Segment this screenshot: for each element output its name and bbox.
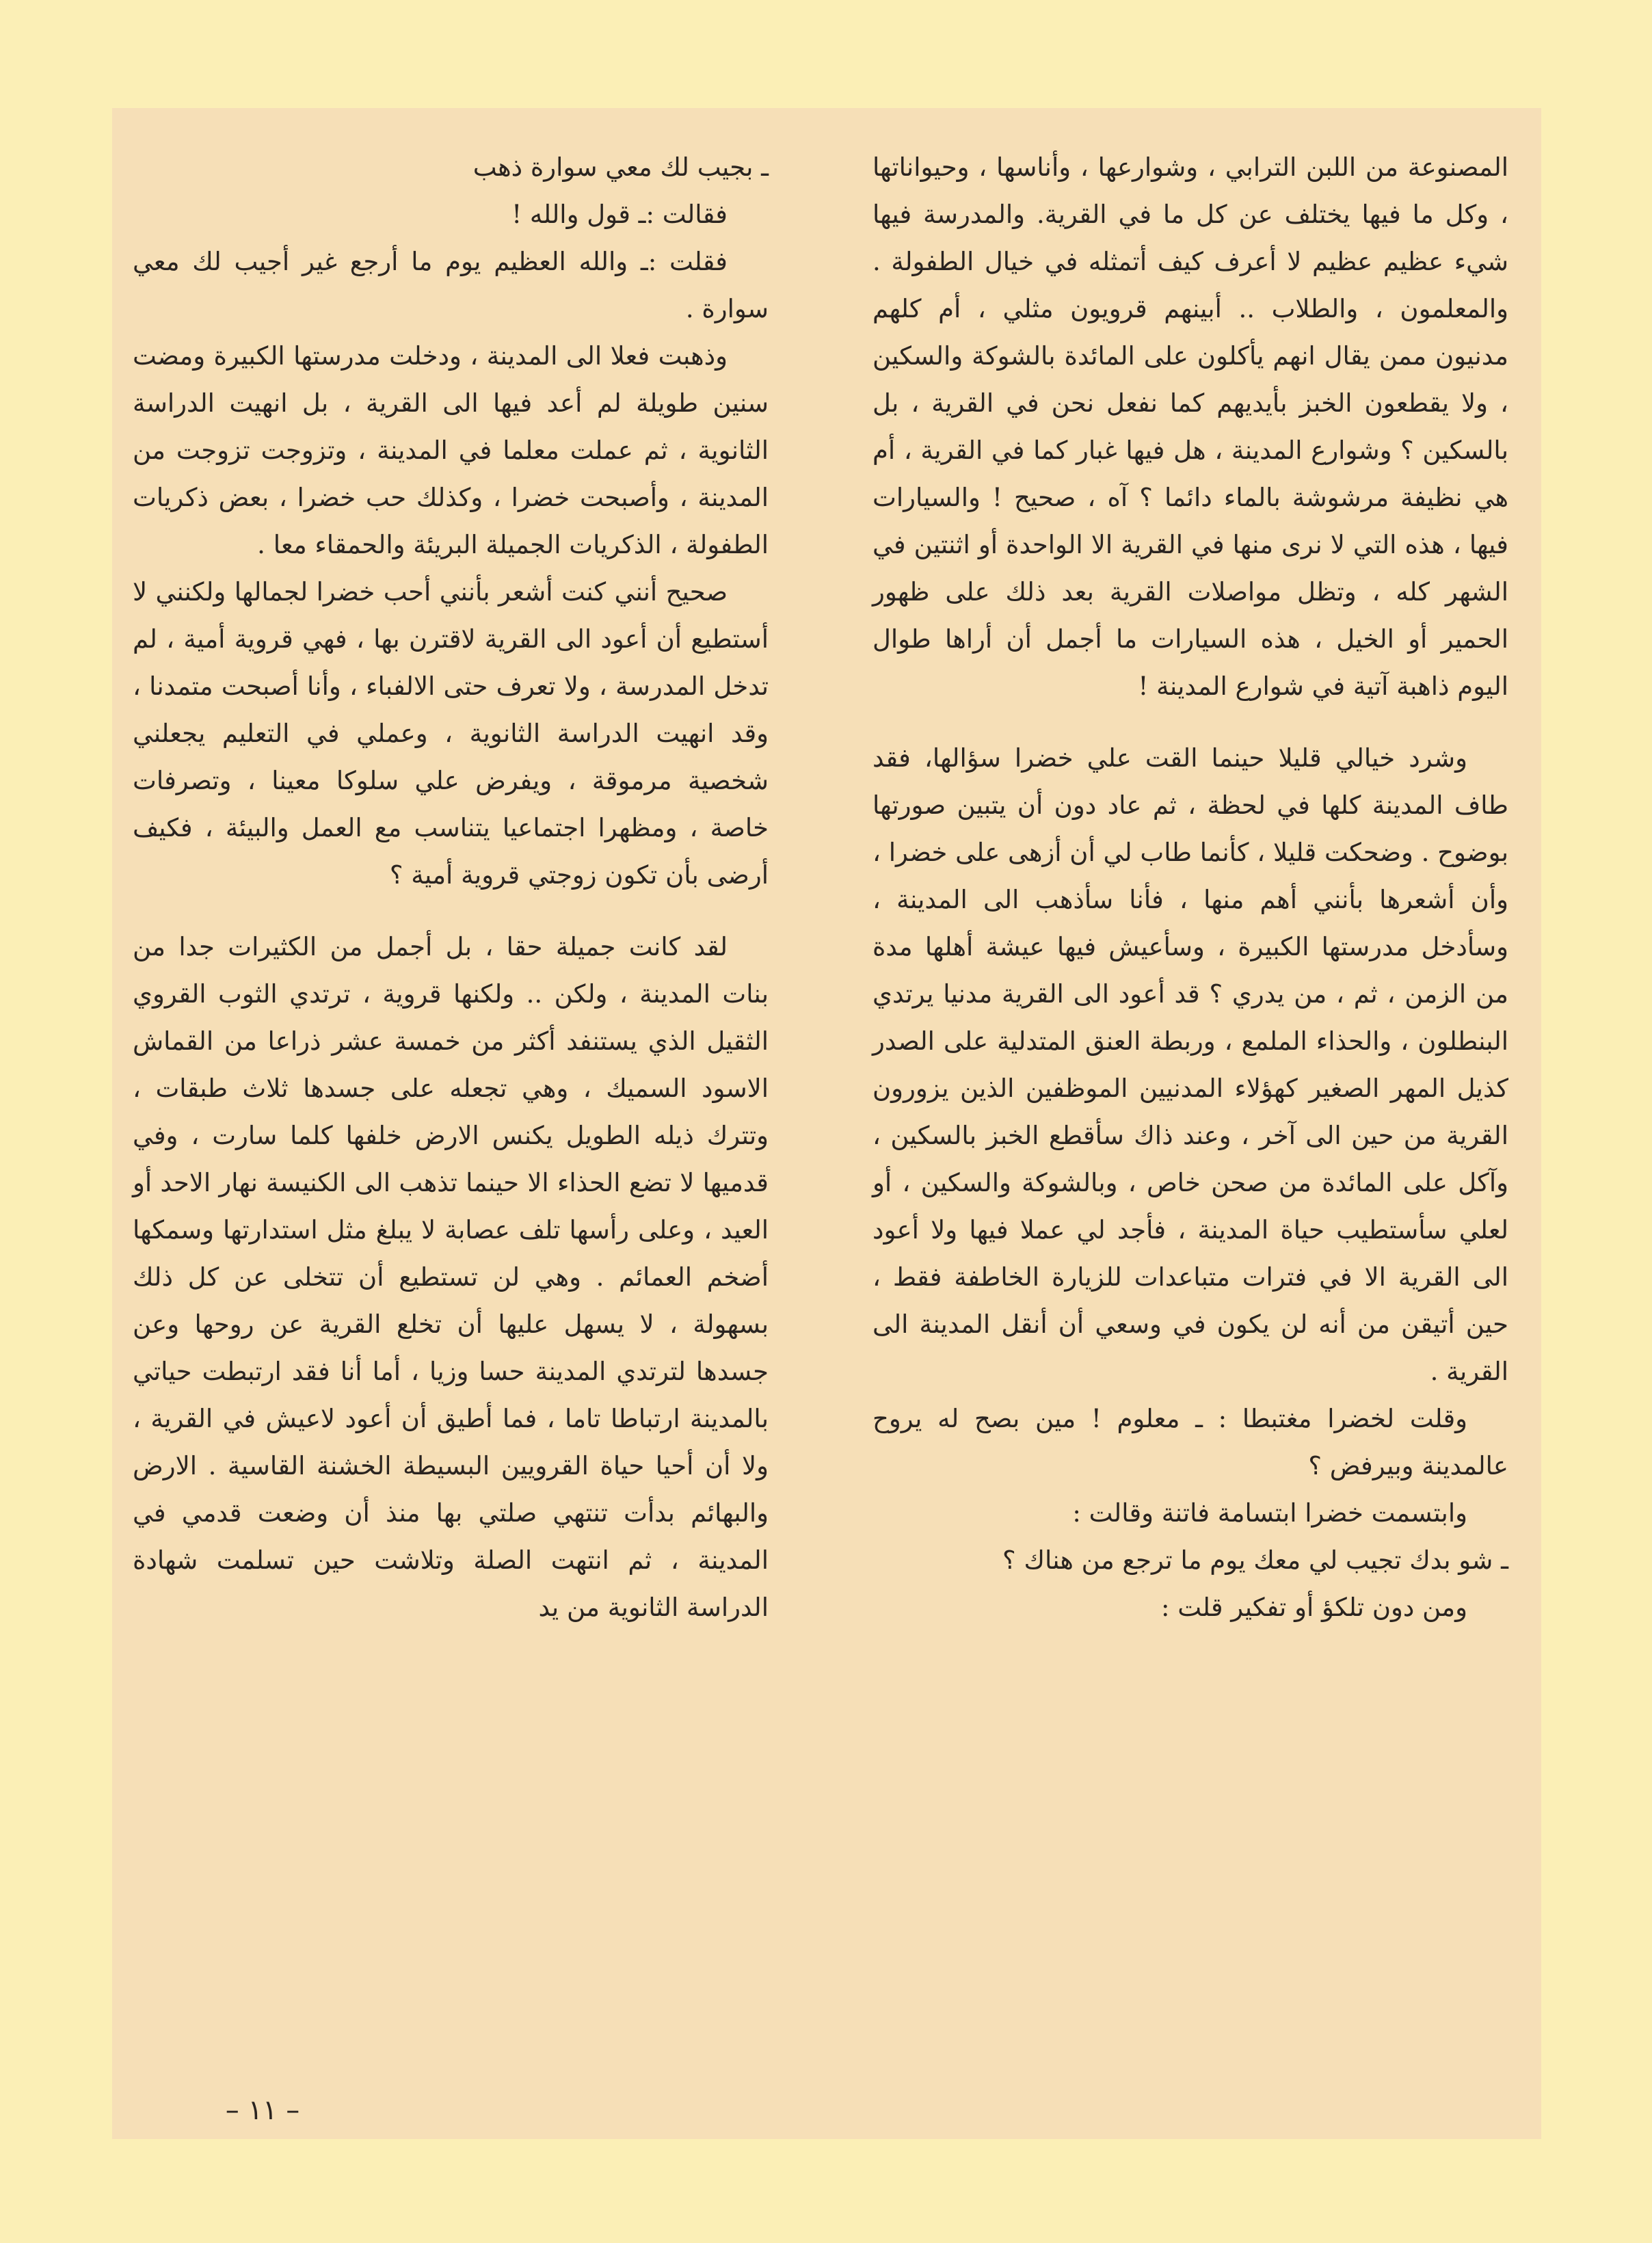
paragraph: وقلت لخضرا مغتبطا : ـ معلوم ! مين بصح له يروح عالمدينة وبيرفض ؟ xyxy=(872,1404,1508,1481)
paragraph: وشرد خيالي قليلا حينما القت علي خضرا سؤالها، فقد طاف المدينة كلها في لحظة ، ثم عاد دون أن يتبين صورتها بوضوح . وضحكت قليلا ، كأنما طاب لي أن أزهى على خضرا ، وأن أشعرها بأنني أهم منها ، فأنا سأذهب الى المدينة ، وسأدخل مدرستها الكبيرة ، وسأعيش فيها عيشة أهلها مدة من الزمن ، ثم ، من يدري ؟ قد أعود الى القرية مدنيا يرتدي البنطلون ، والحذاء الملمع ، وربطة العنق المتدلية على الصدر كذيل المهر الصغير كهؤلاء المدنيين الموظفين الذين يزورون القرية من حين الى آخر ، وعند ذاك سأقطع الخبز بالسكين ، وآكل على المائدة من صحن خاص ، وبالشوكة والسكين ، أو لعلي سأستطيب حياة المدينة ، فأجد لي عملا فيها ولا أعود الى القرية الا في فترات متباعدات للزيارة الخاطفة فقط ، حين أتيقن من أنه لن يكون في وسعي أن أنقل المدينة الى القرية . xyxy=(872,743,1508,1386)
paragraph: لقد كانت جميلة حقا ، بل أجمل من الكثيرات جدا من بنات المدينة ، ولكن .. ولكنها قروية ، ترتدي الثوب القروي الثقيل الذي يستنفد أكثر من خمسة عشر ذراعا من القماش الاسود السميك ، وهي تجعله على جسدها ثلاث طبقات ، وتترك ذيله الطويل يكنس الارض خلفها كلما سارت ، وفي قدميها لا تضع الحذاء الا حينما تذهب الى الكنيسة نهار الاحد أو العيد ، وعلى رأسها تلف عصابة لا يبلغ مثل استدارتها وسمكها أضخم العمائم . وهي لن تستطيع أن تتخلى عن كل ذلك بسهولة ، لا يسهل عليها أن تخلع القرية عن روحها وعن جسدها لترتدي المدينة حسا وزيا ، أما أنا فقد ارتبطت حياتي بالمدينة ارتباطا تاما ، فما أطيق أن أعود لاعيش في القرية ، ولا أن أحيا حياة القرويين البسيطة الخشنة القاسية . الارض والبهائم بدأت تنتهي صلتي بها منذ أن وضعت قدمي في المدينة ، ثم انتهت الصلة وتلاشت حين تسلمت شهادة الدراسة الثانوية من يد xyxy=(133,932,769,1622)
page-number: – ١١ – xyxy=(225,2095,300,2126)
paragraph: المصنوعة من اللبن الترابي ، وشوارعها ، وأناسها ، وحيواناتها ، وكل ما فيها يختلف عن كل ما في القرية. والمدرسة فيها شيء عظيم عظيم لا أعرف كيف أتمثله في خيال الطفولة . والمعلمون ، والطلاب .. أبينهم قرويون مثلي ، أم كلهم مدنيون ممن يقال انهم يأكلون على المائدة بالشوكة والسكين ، ولا يقطعون الخبز بأيديهم كما نفعل نحن في القرية ، بل بالسكين ؟ وشوارع المدينة ، هل فيها غبار كما في القرية ، أم هي نظيفة مرشوشة بالماء دائما ؟ آه ، صحيح ! والسيارات فيها ، هذه التي لا نرى منها في القرية الا الواحدة أو اثنتين في الشهر كله ، وتظل مواصلات القرية بعد ذلك على ظهور الحمير أو الخيل ، هذه السيارات ما أجمل أن أراها طوال اليوم ذاهبة آتية في شوارع المدينة ! xyxy=(872,152,1508,701)
paragraph: وابتسمت خضرا ابتسامة فاتنة وقالت : xyxy=(1072,1498,1467,1528)
paragraph: ـ بجيب لك معي سوارة ذهب xyxy=(472,152,769,182)
paragraph: وذهبت فعلا الى المدينة ، ودخلت مدرستها الكبيرة ومضت سنين طويلة لم أعد فيها الى القرية ، بل انهيت الدراسة الثانوية ، ثم عملت معلما في المدينة ، وتزوجت تزوجت من المدينة ، وأصبحت خضرا ، وكذلك حب خضرا ، بعض ذكريات الطفولة ، الذكريات الجميلة البريئة والحمقاء معا . xyxy=(133,341,769,559)
paragraph: ومن دون تلكؤ أو تفكير قلت : xyxy=(1161,1593,1467,1622)
paragraph: ـ شو بدك تجيب لي معك يوم ما ترجع من هناك ؟ xyxy=(1002,1545,1508,1575)
left-text-column xyxy=(133,144,769,1631)
right-text-column xyxy=(872,144,1508,1631)
paragraph: فقلت :ـ والله العظيم يوم ما أرجع غير أجيب لك معي سوارة . xyxy=(133,247,769,323)
paragraph: فقالت :ـ قول والله ! xyxy=(511,200,728,229)
paragraph: صحيح أنني كنت أشعر بأنني أحب خضرا لجمالها ولكنني لا أستطيع أن أعود الى القرية لاقترن بها ، فهي قروية أمية ، لم تدخل المدرسة ، ولا تعرف حتى الالفباء ، وأنا أصبحت متمدنا ، وقد انهيت الدراسة الثانوية ، وعملي في التعليم يجعلني شخصية مرموقة ، ويفرض علي سلوكا معينا ، وتصرفات خاصة ، ومظهرا اجتماعيا يتناسب مع العمل والبيئة ، فكيف أرضى بأن تكون زوجتي قروية أمية ؟ xyxy=(133,577,769,890)
magazine-page xyxy=(112,108,1541,2139)
